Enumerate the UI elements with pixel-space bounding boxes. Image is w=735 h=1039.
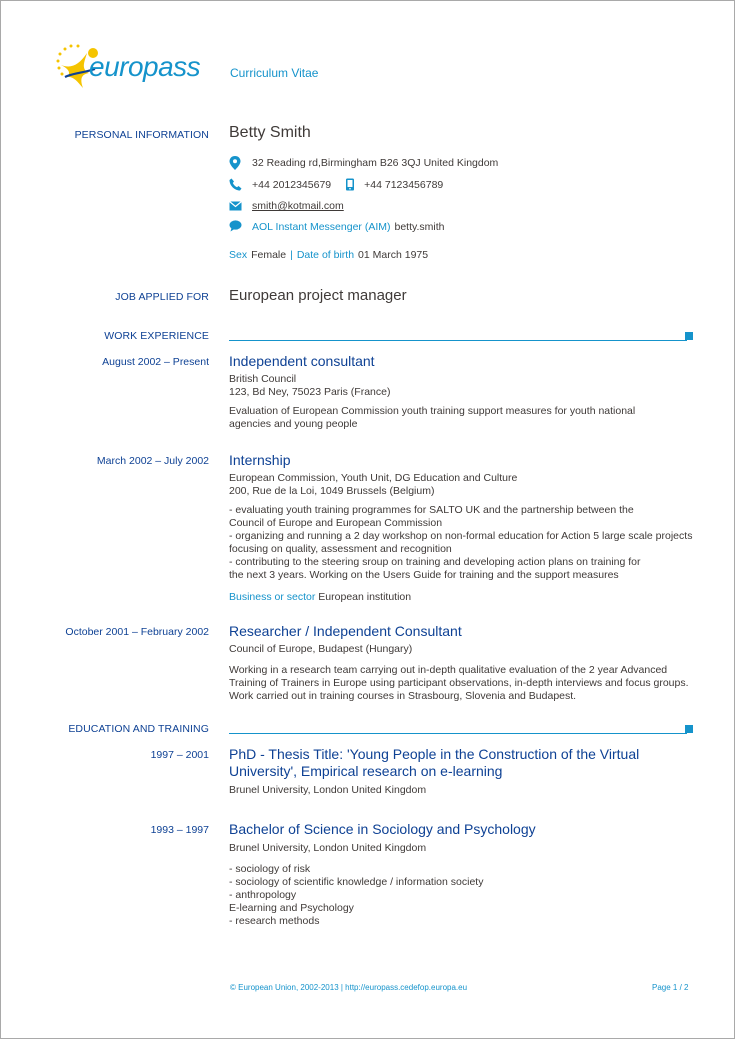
location-pin-icon: [229, 156, 243, 170]
work-desc-3-line-3: Work carried out in training courses in Strasbourg, Slovenia and Budapest.: [229, 690, 577, 702]
chat-bubble-icon: [229, 220, 243, 234]
footer-page-number: Page 1 / 2: [652, 983, 689, 992]
dob-label: Date of birth: [296, 249, 355, 261]
mobile-text: +44 7123456789: [364, 179, 444, 191]
work-dates-3: October 2001 – February 2002: [65, 626, 209, 638]
edu-title-1-line-1: PhD - Thesis Title: 'Young People in the Construction of the Virtual: [229, 746, 640, 762]
edu-title-1-line-2: University', Empirical research on e-learning: [229, 763, 503, 779]
sector-label: Business or sector: [229, 591, 316, 603]
edu-title-2: Bachelor of Science in Sociology and Psychology: [229, 821, 536, 837]
dob-value: 01 March 1975: [358, 249, 429, 261]
phone-icon: [229, 178, 243, 192]
doc-title: Curriculum Vitae: [230, 66, 319, 80]
work-desc-2-line-2: Council of Europe and European Commission: [229, 517, 443, 529]
separator: |: [290, 249, 293, 261]
sex-label: Sex: [229, 249, 248, 261]
work-dates-1: August 2002 – Present: [102, 356, 209, 368]
work-employer-2: European Commission, Youth Unit, DG Education and Culture: [229, 472, 518, 484]
section-label-personal: PERSONAL INFORMATION: [74, 129, 209, 141]
sex-value: Female: [251, 249, 287, 261]
section-marker-education: [685, 725, 693, 733]
work-item-1: [229, 353, 699, 431]
work-desc-2-line-1: - evaluating youth training programmes for SALTO UK and the partnership between the: [229, 504, 634, 516]
work-sector-row: [229, 591, 699, 604]
edu-desc-2-line-4: E-learning and Psychology: [229, 902, 354, 914]
work-employer-3: Council of Europe, Budapest (Hungary): [229, 643, 413, 655]
edu-org-1: Brunel University, London United Kingdom: [229, 784, 427, 796]
work-title-1: Independent consultant: [229, 353, 375, 369]
work-desc-1-line-1: Evaluation of European Commission youth training support measures for youth national: [229, 405, 636, 417]
address-text: 32 Reading rd,Birmingham B26 3QJ United Kingdom: [252, 157, 499, 169]
work-employer-1: British Council: [229, 373, 297, 385]
email-link[interactable]: smith@kotmail.com: [252, 200, 344, 212]
sector-value: European institution: [318, 591, 412, 603]
work-desc-1-line-2: agencies and young people: [229, 418, 358, 430]
edu-desc-2-line-3: - anthropology: [229, 889, 297, 901]
section-divider-work: [229, 340, 687, 341]
email-row: [229, 199, 344, 213]
edu-desc-2-line-2: - sociology of scientific knowledge / information society: [229, 876, 484, 888]
work-title-3: Researcher / Independent Consultant: [229, 623, 462, 639]
footer-copyright: © European Union, 2002-2013 | http://europass.cedefop.europa.eu: [230, 983, 468, 992]
edu-desc-2-line-1: - sociology of risk: [229, 863, 311, 875]
im-label: AOL Instant Messenger (AIM): [252, 221, 391, 233]
edu-item-2: [229, 821, 699, 928]
edu-dates-2: 1993 – 1997: [150, 824, 209, 836]
im-value: betty.smith: [394, 221, 445, 233]
email-icon: [229, 199, 243, 213]
phone-row: [229, 178, 443, 192]
work-item-3: [229, 623, 699, 703]
edu-org-2: Brunel University, London United Kingdom: [229, 842, 427, 854]
work-address-1: 123, Bd Ney, 75023 Paris (France): [229, 386, 391, 398]
edu-dates-1: 1997 – 2001: [150, 749, 209, 761]
phone-text: +44 2012345679: [252, 179, 332, 191]
edu-item-1: [229, 746, 699, 797]
work-desc-3-line-2: Training of Trainers in Europe using participant observations, in-depth interviews and focus groups.: [229, 677, 689, 689]
work-desc-2-line-4: focusing on quality, assessment and recognition: [229, 543, 452, 555]
edu-desc-2-line-5: - research methods: [229, 915, 320, 927]
job-applied-value: European project manager: [229, 287, 407, 304]
address-row: [229, 156, 498, 170]
section-divider-education: [229, 733, 687, 734]
work-desc-2-line-5: - contributing to the steering sroup on training and developing action plans on training for: [229, 556, 641, 568]
work-desc-2-line-6: the next 3 years. Working on the Users Guide for training and the support measures: [229, 569, 619, 581]
section-label-education: EDUCATION AND TRAINING: [68, 723, 209, 735]
section-label-work: WORK EXPERIENCE: [104, 330, 209, 342]
sex-dob-row: [229, 249, 428, 261]
section-marker-work: [685, 332, 693, 340]
im-row: [229, 220, 445, 234]
work-item-2: [229, 452, 699, 604]
logo-wordmark: europass: [89, 51, 201, 82]
mobile-icon: [345, 178, 359, 192]
work-desc-2-line-3: - organizing and running a 2 day workshop on non-formal education for Action 5 large scale projects: [229, 530, 693, 542]
work-address-2: 200, Rue de la Loi, 1049 Brussels (Belgium): [229, 485, 435, 497]
work-dates-2: March 2002 – July 2002: [96, 455, 209, 467]
europass-logo: [53, 43, 218, 91]
candidate-name: Betty Smith: [229, 124, 311, 141]
work-title-2: Internship: [229, 452, 291, 468]
work-desc-3-line-1: Working in a research team carrying out in-depth qualitative evaluation of the 2 year Advanced: [229, 664, 668, 676]
section-label-job-applied: JOB APPLIED FOR: [115, 291, 209, 303]
